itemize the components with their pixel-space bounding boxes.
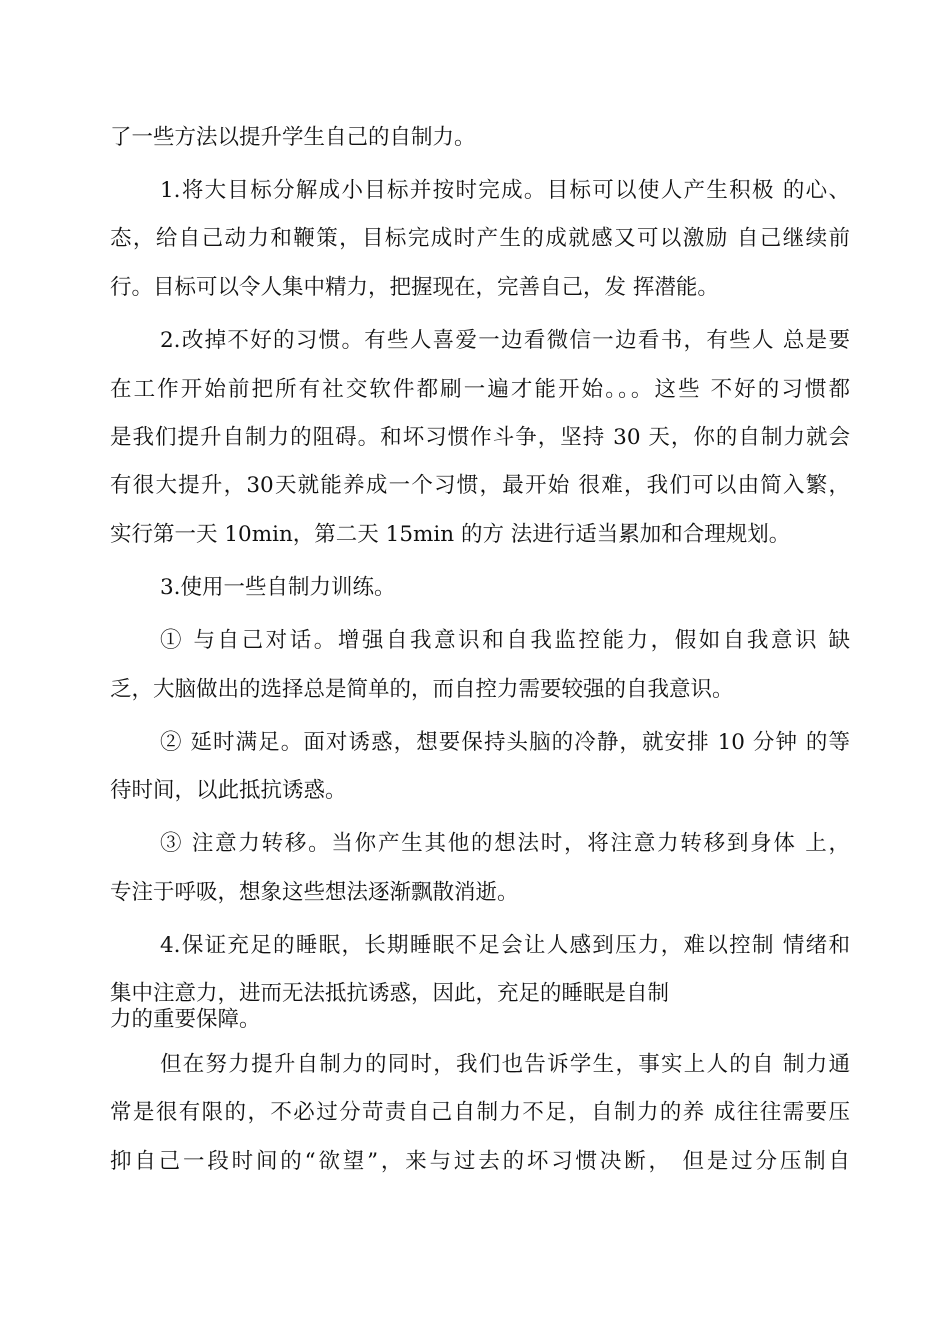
text-line: 集中注意力，进而无法抵抗诱惑，因此，充足的睡眠是自制 [110,981,670,1006]
text-line: 1.将大目标分解成小目标并按时完成。目标可以使人产生积极 的心、 [160,178,850,203]
text-line: 2.改掉不好的习惯。有些人喜爱一边看微信一边看书，有些人 总是要 [160,328,850,353]
text-line: ③ 注意力转移。当你产生其他的想法时，将注意力转移到身体 上， [160,831,850,856]
text-line: 了一些方法以提升学生自己的自制力。 [110,125,476,150]
text-line: ① 与自己对话。增强自我意识和自我监控能力，假如自我意识 缺 [160,628,850,653]
text-line: 行。目标可以令人集中精力，把握现在，完善自己，发 挥潜能。 [110,275,719,300]
text-line: 态，给自己动力和鞭策，目标完成时产生的成就感又可以激励 自己继续前 [110,226,850,251]
text-line: 常是很有限的，不必过分苛责自己自制力不足，自制力的养 成往往需要压 [110,1100,850,1125]
text-line: 在工作开始前把所有社交软件都刷一遍才能开始。。。这些 不好的习惯都 [110,377,850,402]
text-line: 待时间，以此抵抗诱惑。 [110,778,347,803]
text-line: ② 延时满足。面对诱惑，想要保持头脑的冷静，就安排 10 分钟 的等 [160,730,850,755]
text-line: 有很大提升，30天就能养成一个习惯，最开始 很难，我们可以由简入繁， [110,473,850,498]
text-line: 专注于呼吸，想象这些想法逐渐飘散消逝。 [110,880,519,905]
text-line: 但在努力提升自制力的同时，我们也告诉学生，事实上人的自 制力通 [160,1052,850,1077]
text-line: 乏，大脑做出的选择总是简单的，而自控力需要较强的自我意识。 [110,677,734,702]
text-line: 实行第一天 10min，第二天 15min 的方 法进行适当累加和合理规划。 [110,522,791,547]
text-line: 4.保证充足的睡眠，长期睡眠不足会让人感到压力，难以控制 情绪和 [160,933,850,958]
text-line: 是我们提升自制力的阻碍。和坏习惯作斗争，坚持 30 天，你的自制力就会 [110,425,850,450]
text-line: 力的重要保障。 [110,1007,261,1032]
text-line: 3.使用一些自制力训练。 [160,575,396,600]
text-line: 抑自己一段时间的“欲望”，来与过去的坏习惯决断， 但是过分压制自 [110,1149,850,1174]
